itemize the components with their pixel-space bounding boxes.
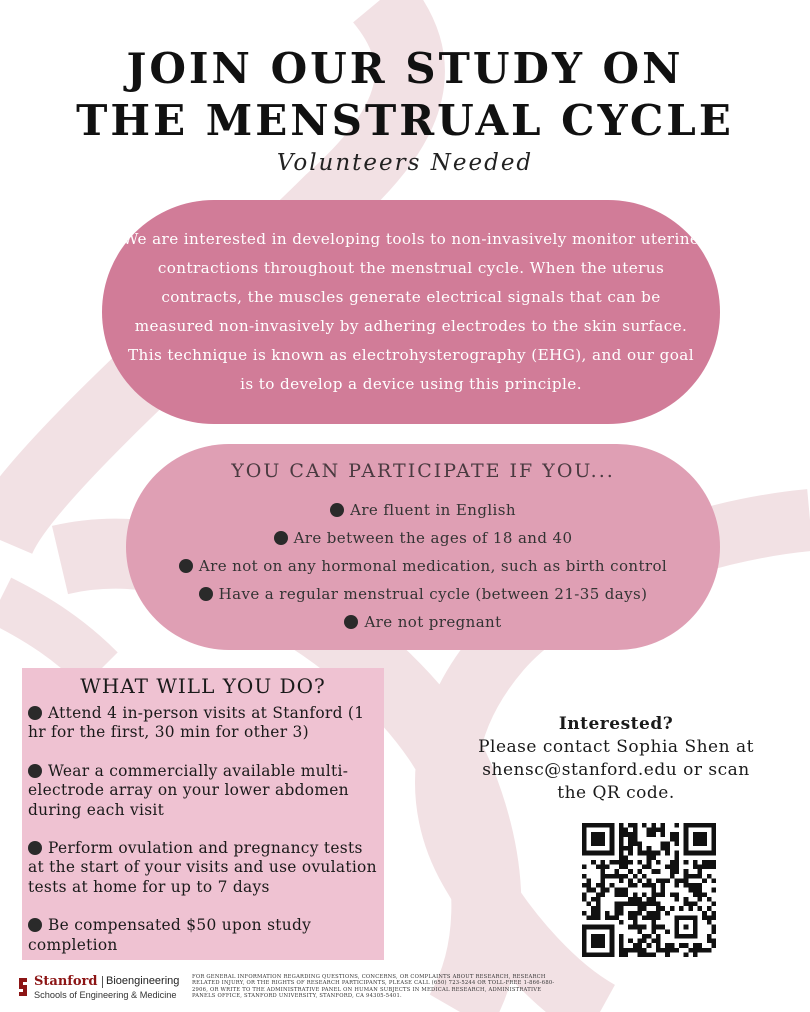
- bullet-icon: [199, 587, 213, 601]
- list-item: [126, 608, 720, 636]
- contact-block: [466, 714, 766, 805]
- bullet-icon: [330, 503, 344, 517]
- eligibility-item-text: Are fluent in English: [350, 501, 516, 519]
- page-title-line1: JOIN OUR STUDY ON: [126, 44, 684, 93]
- page-title-line2: THE MENSTRUAL CYCLE: [76, 96, 734, 145]
- logo-department: Bioengineering: [106, 975, 180, 987]
- logo-stanford-text: Stanford: [34, 974, 98, 989]
- list-item: [28, 762, 380, 820]
- eligibility-list: [126, 496, 720, 636]
- logo-school: Schools of Engineering & Medicine: [34, 990, 177, 1000]
- contact-question: Interested?: [558, 714, 674, 734]
- task-item-text: Be compensated $50 upon study completion: [28, 916, 312, 954]
- bullet-icon: [274, 531, 288, 545]
- eligibility-item-text: Are between the ages of 18 and 40: [293, 529, 573, 547]
- logo-divider: [102, 976, 103, 988]
- eligibility-item-text: Are not pregnant: [364, 613, 502, 631]
- stanford-tree-logo-icon: [16, 976, 30, 998]
- task-item-text: Perform ovulation and pregnancy tests at the start of your visits and use ovulation tests at home for up to 7 days: [28, 839, 377, 896]
- intro-pill: [102, 200, 720, 424]
- bullet-icon: [28, 706, 42, 720]
- eligibility-item-text: Have a regular menstrual cycle (between 21-35 days): [218, 585, 648, 603]
- list-item: [28, 839, 380, 897]
- bullet-icon: [28, 918, 42, 932]
- tasks-list: [28, 704, 380, 974]
- list-item: [28, 704, 380, 743]
- list-item: [28, 916, 380, 955]
- list-item: [126, 496, 720, 524]
- tasks-heading: WHAT WILL YOU DO?: [80, 674, 326, 698]
- list-item: [126, 524, 720, 552]
- list-item: [126, 580, 720, 608]
- bullet-icon: [344, 615, 358, 629]
- intro-text: We are interested in developing tools to non-invasively monitor uterine contractions throughout the menstrual cycle. When the uterus contracts, the muscles generate electrical signals that can be measured non-invasively by adhering electrodes to the skin surface. This technique is known as electrohysterography (EHG), and our goal is to develop a device using this principle.: [122, 230, 700, 393]
- stanford-logo: [16, 974, 188, 1004]
- eligibility-heading: YOU CAN PARTICIPATE IF YOU...: [231, 460, 615, 482]
- bullet-icon: [28, 764, 42, 778]
- task-item-text: Attend 4 in-person visits at Stanford (1 hr for the first, 30 min for other 3): [28, 704, 365, 742]
- list-item: [126, 552, 720, 580]
- tasks-box: [22, 668, 384, 960]
- task-item-text: Wear a commercially available multi-electrode array on your lower abdomen during each visit: [28, 761, 349, 819]
- eligibility-item-text: Are not on any hormonal medication, such as birth control: [198, 557, 668, 575]
- bullet-icon: [28, 841, 42, 855]
- bullet-icon: [179, 559, 193, 573]
- page-subtitle: Volunteers Needed: [276, 150, 534, 176]
- eligibility-pill: [126, 444, 720, 650]
- qr-code-icon[interactable]: [582, 823, 716, 957]
- contact-text[interactable]: Please contact Sophia Shen at shensc@stanford.edu or scan the QR code.: [478, 737, 754, 803]
- footer-legal-text: FOR GENERAL INFORMATION REGARDING QUESTIONS, CONCERNS, OR COMPLAINTS ABOUT RESEARCH, RESEARCH RELATED INJURY, OR THE RIGHTS OF RESEARCH PARTICIPANTS, PLEASE CALL (650) 723-5244 OR TOLL-FREE 1-866-680-2906, OR WRITE TO THE ADMINISTRATIVE PANEL ON HUMAN SUBJECTS IN MEDICAL RESEARCH, ADMINISTRATIVE PANELS OFFICE, STANFORD UNIVERSITY, STANFORD, CA 94305-5401.: [192, 974, 555, 1000]
